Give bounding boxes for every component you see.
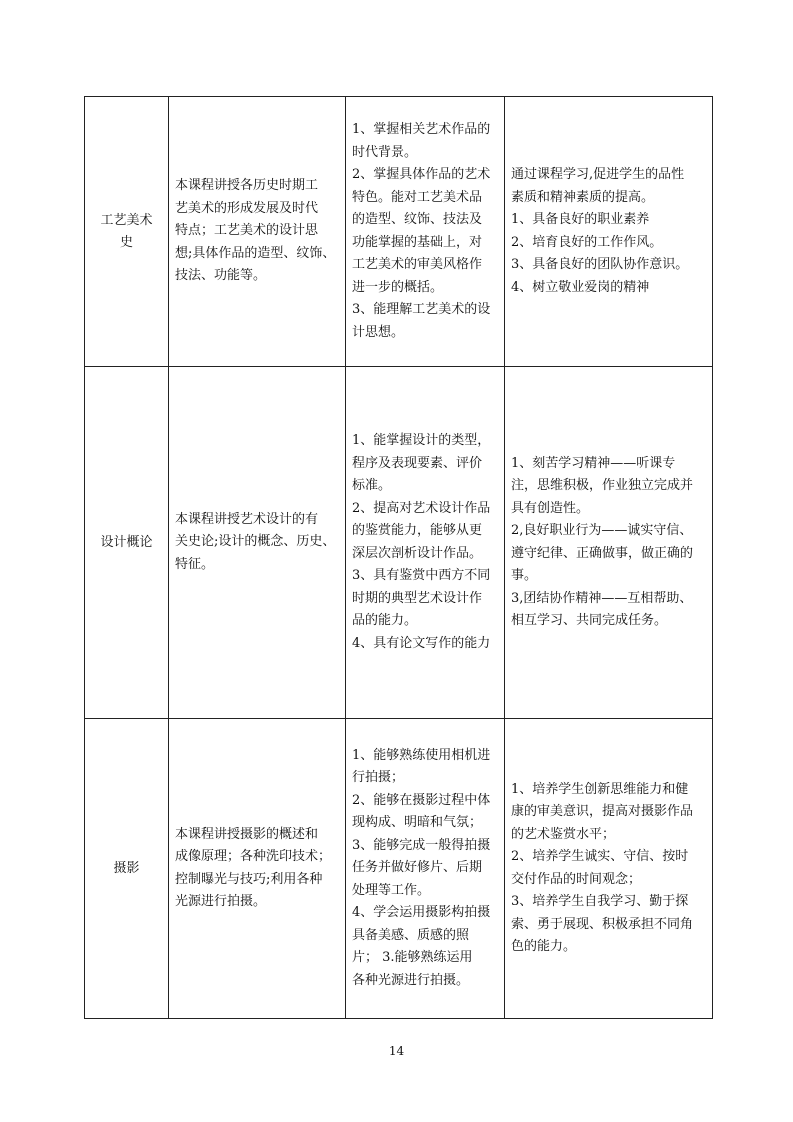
text-line: 3、培养学生自我学习、勤于探 bbox=[511, 894, 689, 909]
text-line: 光源进行拍摄。 bbox=[175, 894, 267, 909]
quality-goals-cell bbox=[505, 367, 713, 719]
quality-goals-cell bbox=[505, 719, 713, 1019]
course-content-cell-text bbox=[175, 824, 339, 914]
course-name-cell-text bbox=[85, 210, 168, 254]
text-line: 史 bbox=[119, 234, 133, 250]
quality-goals-cell-text bbox=[511, 453, 706, 633]
course-name-cell bbox=[85, 719, 169, 1019]
text-line: 工艺美术的审美风格作 bbox=[352, 257, 483, 272]
text-line: 具备美感、质感的照 bbox=[352, 927, 470, 943]
text-line: 时期的典型艺术设计作 bbox=[352, 590, 483, 606]
text-line: 任务并做好修片、后期 bbox=[352, 860, 483, 876]
course-content-cell bbox=[169, 97, 346, 367]
text-line: 交付作品的时间观念； bbox=[511, 871, 642, 887]
text-line: 通过课程学习,促进学生的品性 bbox=[511, 167, 685, 182]
course-content-cell-text bbox=[175, 175, 339, 288]
text-line: 程序及表现要素、评价 bbox=[352, 455, 483, 471]
ability-goals-cell bbox=[346, 367, 505, 719]
text-line: 的艺术鉴赏水平； bbox=[511, 826, 616, 842]
course-name-cell bbox=[85, 97, 169, 367]
course-name-cell-text bbox=[85, 858, 168, 880]
table-row bbox=[85, 367, 713, 719]
course-table bbox=[84, 96, 713, 1019]
ability-goals-cell bbox=[346, 97, 505, 367]
text-line: 现构成、明暗和气氛； bbox=[352, 815, 483, 831]
text-line: 行拍摄； bbox=[352, 770, 405, 786]
text-line: 本课程讲授各历史时期工 bbox=[175, 178, 319, 194]
page-number: 14 bbox=[388, 1044, 405, 1058]
text-line: 2、掌握具体作品的艺术 bbox=[352, 167, 491, 182]
text-line: 3、具备良好的团队协作意识。 bbox=[511, 257, 689, 272]
text-line: 2、能够在摄影过程中体 bbox=[352, 792, 491, 808]
text-line: 品的能力。 bbox=[352, 613, 418, 628]
text-line: 2,良好职业行为——诚实守信、 bbox=[511, 523, 693, 538]
text-line: 1、培养学生创新思维能力和健 bbox=[511, 781, 689, 797]
text-line: 进一步的概括。 bbox=[352, 279, 444, 295]
text-line: 特点；工艺美术的设计思 bbox=[175, 223, 319, 239]
text-line: 4、具有论文写作的能力 bbox=[352, 635, 491, 651]
text-line: 3、能理解工艺美术的设 bbox=[352, 302, 491, 317]
text-line: 本课程讲授摄影的概述和 bbox=[175, 826, 319, 842]
text-line: 2、培养学生诚实、守信、按时 bbox=[511, 849, 689, 864]
ability-goals-cell bbox=[346, 719, 505, 1019]
ability-goals-cell-text bbox=[352, 119, 498, 344]
text-line: 标准。 bbox=[352, 478, 392, 493]
quality-goals-cell-text bbox=[511, 164, 706, 299]
text-line: 4、树立敬业爱岗的精神 bbox=[511, 279, 650, 295]
text-line: 3,团结协作精神——互相帮助、 bbox=[511, 590, 693, 606]
text-line: 索、勇于展现、积极承担不同角 bbox=[511, 916, 694, 932]
text-line: 1、能掌握设计的类型， bbox=[352, 433, 491, 448]
text-line: 计思想。 bbox=[352, 324, 405, 340]
ability-goals-cell-text bbox=[352, 430, 498, 655]
course-name-cell bbox=[85, 367, 169, 719]
text-line: 本课程讲授艺术设计的有 bbox=[175, 511, 319, 527]
table-row bbox=[85, 719, 713, 1019]
text-line: 艺美术的形成发展及时代 bbox=[175, 200, 319, 216]
table-body bbox=[85, 97, 713, 1019]
text-line: 色的能力。 bbox=[511, 939, 577, 954]
text-line: 时代背景。 bbox=[352, 144, 418, 160]
text-line: 特色。能对工艺美术品 bbox=[352, 189, 483, 205]
text-line: 康的审美意识，提高对摄影作品 bbox=[511, 804, 694, 819]
text-line: 控制曝光与技巧;利用各种 bbox=[175, 871, 323, 887]
text-line: 2、培育良好的工作作风。 bbox=[511, 234, 663, 250]
text-line: 3、能够完成一般得拍摄 bbox=[352, 837, 491, 853]
text-line: 4、学会运用摄影构拍摄 bbox=[352, 905, 491, 921]
text-line: 1、掌握相关艺术作品的 bbox=[352, 122, 491, 137]
text-line: 摄影 bbox=[113, 860, 140, 876]
ability-goals-cell-text bbox=[352, 745, 498, 993]
text-line: 工艺美术 bbox=[100, 212, 153, 228]
text-line: 3、具有鉴赏中西方不同 bbox=[352, 568, 491, 583]
text-line: 关史论;设计的概念、历史、 bbox=[175, 534, 336, 550]
text-line: 想;具体作品的造型、纹饰、 bbox=[175, 245, 336, 261]
text-line: 注，思维积极，作业独立完成并 bbox=[511, 478, 694, 493]
text-line: 2、提高对艺术设计作品 bbox=[352, 500, 491, 516]
text-line: 成像原理；各种洗印技术； bbox=[175, 849, 332, 864]
text-line: 设计概论 bbox=[100, 534, 153, 550]
table-row bbox=[85, 97, 713, 367]
quality-goals-cell bbox=[505, 97, 713, 367]
text-line: 片； 3.能够熟练运用 bbox=[352, 950, 473, 966]
text-line: 事。 bbox=[511, 568, 538, 583]
course-content-cell bbox=[169, 367, 346, 719]
text-line: 具有创造性。 bbox=[511, 500, 590, 516]
course-content-cell-text bbox=[175, 509, 339, 577]
text-line: 深层次剖析设计作品。 bbox=[352, 545, 483, 561]
text-line: 1、能够熟练使用相机进 bbox=[352, 747, 491, 763]
text-line: 相互学习、共同完成任务。 bbox=[511, 613, 668, 628]
text-line: 1、具备良好的职业素养 bbox=[511, 212, 650, 227]
text-line: 1、刻苦学习精神——听课专 bbox=[511, 455, 676, 471]
course-content-cell bbox=[169, 719, 346, 1019]
text-line: 的鉴赏能力，能够从更 bbox=[352, 523, 483, 538]
text-line: 素质和精神素质的提高。 bbox=[511, 189, 655, 205]
text-line: 功能掌握的基础上，对 bbox=[352, 234, 483, 250]
course-name-cell-text bbox=[85, 532, 168, 554]
text-line: 各种光源进行拍摄。 bbox=[352, 972, 470, 988]
text-line: 遵守纪律、正确做事，做正确的 bbox=[511, 545, 694, 561]
text-line: 特征。 bbox=[175, 556, 215, 572]
text-line: 的造型、纹饰、技法及 bbox=[352, 212, 483, 227]
text-line: 处理等工作。 bbox=[352, 882, 431, 898]
quality-goals-cell-text bbox=[511, 779, 706, 959]
text-line: 技法、功能等。 bbox=[175, 268, 267, 284]
